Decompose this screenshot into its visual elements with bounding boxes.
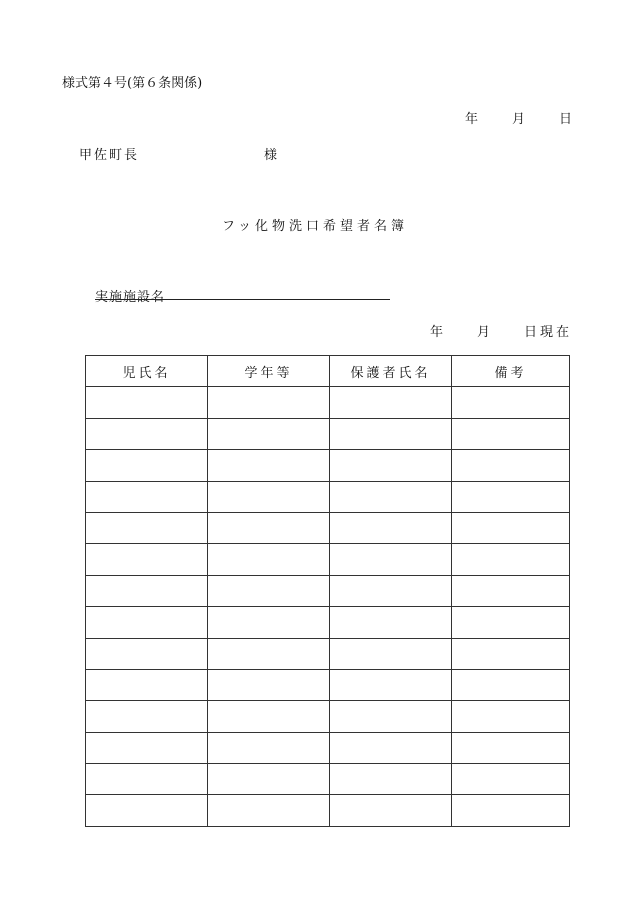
cell-remarks[interactable] xyxy=(452,795,570,826)
cell-grade[interactable] xyxy=(208,450,330,481)
cell-child-name[interactable] xyxy=(86,544,208,575)
as-of-date xyxy=(430,321,572,340)
cell-remarks[interactable] xyxy=(452,387,570,418)
cell-grade[interactable] xyxy=(208,418,330,449)
as-of-month-label: 月 xyxy=(476,325,490,340)
date-year-label: 年 xyxy=(464,112,478,127)
cell-remarks[interactable] xyxy=(452,418,570,449)
cell-guardian-name[interactable] xyxy=(330,638,452,669)
facility-label: 実施施設名 xyxy=(95,290,166,305)
table-row xyxy=(86,764,570,795)
cell-child-name[interactable] xyxy=(86,795,208,826)
document-title: フッ化物洗口希望者名簿 xyxy=(221,219,409,234)
facility-name-field[interactable] xyxy=(95,299,390,300)
addressee-name: 甲佐町長 xyxy=(79,148,140,163)
cell-grade[interactable] xyxy=(208,732,330,763)
cell-remarks[interactable] xyxy=(452,450,570,481)
cell-grade[interactable] xyxy=(208,638,330,669)
cell-remarks[interactable] xyxy=(452,512,570,543)
cell-remarks[interactable] xyxy=(452,481,570,512)
header-grade: 学年等 xyxy=(208,356,330,387)
as-of-year-label: 年 xyxy=(429,325,443,340)
cell-guardian-name[interactable] xyxy=(330,575,452,606)
table-row xyxy=(86,418,570,449)
cell-remarks[interactable] xyxy=(452,669,570,700)
cell-grade[interactable] xyxy=(208,607,330,638)
cell-grade[interactable] xyxy=(208,544,330,575)
table-row xyxy=(86,387,570,418)
cell-grade[interactable] xyxy=(208,701,330,732)
table-row xyxy=(86,450,570,481)
cell-remarks[interactable] xyxy=(452,638,570,669)
cell-remarks[interactable] xyxy=(452,544,570,575)
table-row xyxy=(86,575,570,606)
header-guardian-name: 保護者氏名 xyxy=(330,356,452,387)
cell-guardian-name[interactable] xyxy=(330,607,452,638)
cell-guardian-name[interactable] xyxy=(330,732,452,763)
cell-child-name[interactable] xyxy=(86,512,208,543)
cell-guardian-name[interactable] xyxy=(330,764,452,795)
cell-child-name[interactable] xyxy=(86,701,208,732)
date-month-label: 月 xyxy=(511,112,525,127)
cell-remarks[interactable] xyxy=(452,701,570,732)
table-header-row xyxy=(86,356,570,387)
cell-child-name[interactable] xyxy=(86,638,208,669)
cell-guardian-name[interactable] xyxy=(330,795,452,826)
table-row xyxy=(86,544,570,575)
cell-child-name[interactable] xyxy=(86,481,208,512)
cell-remarks[interactable] xyxy=(452,575,570,606)
table-row xyxy=(86,701,570,732)
cell-guardian-name[interactable] xyxy=(330,387,452,418)
cell-grade[interactable] xyxy=(208,764,330,795)
table-row xyxy=(86,638,570,669)
cell-grade[interactable] xyxy=(208,795,330,826)
cell-grade[interactable] xyxy=(208,575,330,606)
applicant-roster-table xyxy=(85,355,570,827)
cell-grade[interactable] xyxy=(208,669,330,700)
cell-guardian-name[interactable] xyxy=(330,669,452,700)
header-remarks: 備考 xyxy=(452,356,570,387)
table-row xyxy=(86,795,570,826)
table-row xyxy=(86,607,570,638)
cell-remarks[interactable] xyxy=(452,764,570,795)
cell-grade[interactable] xyxy=(208,512,330,543)
submission-date xyxy=(465,108,572,127)
cell-guardian-name[interactable] xyxy=(330,450,452,481)
cell-grade[interactable] xyxy=(208,481,330,512)
cell-child-name[interactable] xyxy=(86,607,208,638)
cell-child-name[interactable] xyxy=(86,764,208,795)
cell-child-name[interactable] xyxy=(86,450,208,481)
cell-child-name[interactable] xyxy=(86,418,208,449)
roster-body xyxy=(86,387,570,826)
cell-remarks[interactable] xyxy=(452,732,570,763)
cell-grade[interactable] xyxy=(208,387,330,418)
cell-guardian-name[interactable] xyxy=(330,701,452,732)
header-child-name: 児氏名 xyxy=(86,356,208,387)
table-row xyxy=(86,481,570,512)
cell-guardian-name[interactable] xyxy=(330,418,452,449)
cell-child-name[interactable] xyxy=(86,732,208,763)
as-of-day-label: 日現在 xyxy=(523,325,572,340)
cell-remarks[interactable] xyxy=(452,607,570,638)
table-row xyxy=(86,669,570,700)
table-row xyxy=(86,512,570,543)
cell-guardian-name[interactable] xyxy=(330,544,452,575)
cell-guardian-name[interactable] xyxy=(330,481,452,512)
cell-child-name[interactable] xyxy=(86,669,208,700)
cell-child-name[interactable] xyxy=(86,575,208,606)
table-row xyxy=(86,732,570,763)
addressee-honorific: 様 xyxy=(264,148,278,163)
form-number: 様式第４号(第６条関係) xyxy=(62,76,203,91)
cell-child-name[interactable] xyxy=(86,387,208,418)
cell-guardian-name[interactable] xyxy=(330,512,452,543)
date-day-label: 日 xyxy=(558,112,572,127)
